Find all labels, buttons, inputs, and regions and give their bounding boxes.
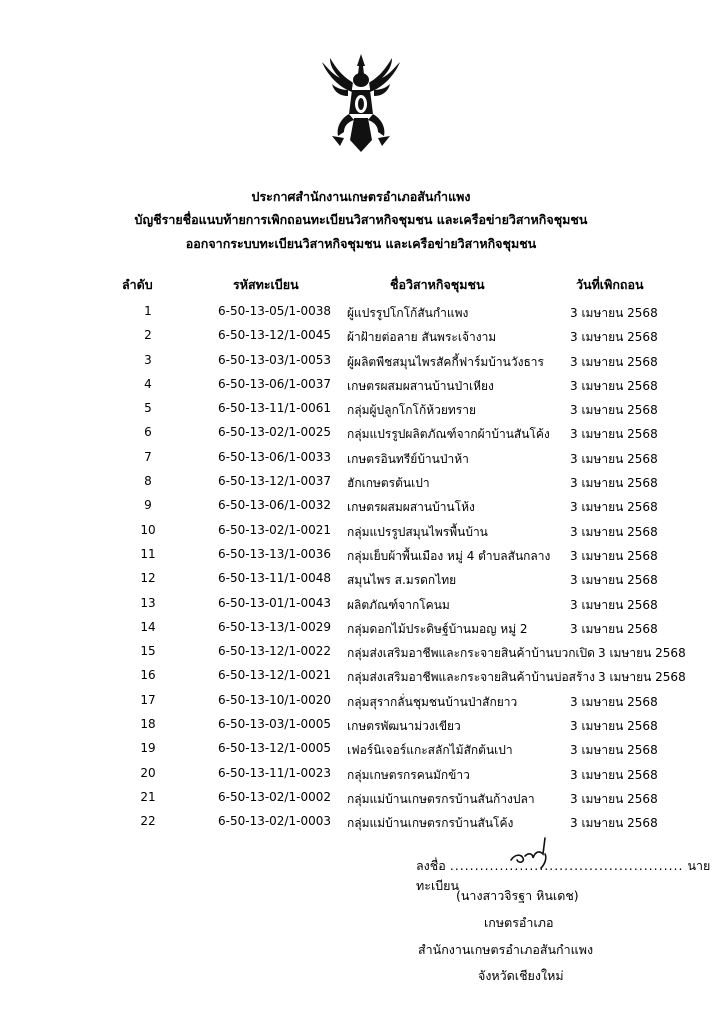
row-date: 3 เมษายน 2568 [570,816,658,831]
row-number: 7 [144,449,152,464]
row-registration: 6-50-13-12/1-0045 [218,328,331,343]
row-registration: 6-50-13-12/1-0037 [218,474,331,489]
row-name: กลุ่มส่งเสริมอาชีพและกระจายสินค้าบ้านบ่อสร้าง [347,670,596,685]
row-name: เกษตรผสมผสานบ้านป่าเหียง [347,378,494,393]
table-row [0,689,722,713]
row-date: 3 เมษายน 2568 [570,719,658,734]
table-row [0,349,722,373]
row-number: 8 [144,474,152,489]
table-row [0,616,722,640]
row-registration: 6-50-13-06/1-0032 [218,498,331,513]
row-name: กลุ่มส่งเสริมอาชีพและกระจายสินค้าบ้านบวกเปิด [347,646,595,661]
row-date: 3 เมษายน 2568 [570,597,658,612]
signature-dots: ............................................... [449,858,684,873]
table-row [0,324,722,348]
row-date: 3 เมษายน 2568 [598,670,686,685]
row-registration: 6-50-13-11/1-0023 [218,765,331,780]
row-registration: 6-50-13-13/1-0029 [218,619,331,634]
row-date: 3 เมษายน 2568 [570,767,658,782]
row-date: 3 เมษายน 2568 [570,330,658,345]
row-name: เกษตรผสมผสานบ้านโห้ง [347,500,475,515]
row-name: ผู้แปรรูปโกโก้สันกำแพง [347,306,469,320]
column-header-date: วันที่เพิกถอน [576,277,644,292]
row-number: 6 [144,425,152,440]
table-row [0,446,722,470]
row-name: เฟอร์นิเจอร์แกะสลักไม้สักต้นเปา [347,743,513,758]
row-number: 11 [140,546,156,561]
row-number: 19 [140,741,156,756]
row-name: กลุ่มแม่บ้านเกษตรกรบ้านสันก้างปลา [347,791,535,806]
row-name: กลุ่มเกษตรกรคนมักข้าว [347,767,470,782]
table-row [0,737,722,761]
row-number: 9 [144,498,152,513]
row-number: 1 [144,304,152,318]
row-date: 3 เมษายน 2568 [570,476,658,491]
table-row [0,592,722,616]
row-date: 3 เมษายน 2568 [570,451,658,466]
row-registration: 6-50-13-03/1-0005 [218,717,331,732]
row-name: เกษตรอินทรีย์บ้านป่าห้า [347,451,469,466]
row-date: 3 เมษายน 2568 [570,354,658,369]
row-registration: 6-50-13-03/1-0053 [218,352,331,367]
row-number: 3 [144,352,152,367]
row-registration: 6-50-13-02/1-0003 [218,814,331,829]
table-row [0,543,722,567]
row-number: 17 [140,692,156,707]
row-date: 3 เมษายน 2568 [570,694,658,709]
row-registration: 6-50-13-10/1-0020 [218,692,331,707]
row-registration: 6-50-13-12/1-0005 [218,741,331,756]
row-date: 3 เมษายน 2568 [570,378,658,393]
row-name: ผู้ผลิตพืชสมุนไพรสัคกี้ฟาร์มบ้านวังธาร [347,354,544,369]
row-name: กลุ่มผู้ปลูกโกโก้ห้วยทราย [347,403,477,418]
table-row [0,664,722,688]
row-registration: 6-50-13-11/1-0061 [218,401,331,416]
row-name: ฮักเกษตรต้นเปา [347,476,430,491]
announcement-title: ประกาศสำนักงานเกษตรอำเภอสันกำแพง [251,189,471,204]
signer-province: จังหวัดเชียงใหม่ [478,968,564,983]
row-date: 3 เมษายน 2568 [598,646,686,661]
column-header-number: ลำดับ [122,277,153,292]
row-number: 18 [140,717,156,732]
table-row [0,397,722,421]
row-number: 15 [140,644,156,659]
table-row [0,470,722,494]
row-date: 3 เมษายน 2568 [570,427,658,442]
table-row [0,494,722,518]
row-registration: 6-50-13-02/1-0025 [218,425,331,440]
row-date: 3 เมษายน 2568 [570,306,658,320]
table-row [0,300,722,324]
row-number: 4 [144,376,152,391]
table-row [0,810,722,834]
table-row [0,373,722,397]
row-registration: 6-50-13-12/1-0021 [218,668,331,683]
row-name: ผลิตภัณฑ์จากโคนม [347,597,450,612]
signer-position: เกษตรอำเภอ [484,915,554,930]
row-registration: 6-50-13-13/1-0036 [218,546,331,561]
table-row [0,421,722,445]
row-registration: 6-50-13-12/1-0022 [218,644,331,659]
row-name: ผ้าฝ้ายต่อลาย สันพระเจ้างาม [347,330,497,345]
row-date: 3 เมษายน 2568 [570,500,658,515]
row-number: 10 [140,522,156,537]
row-date: 3 เมษายน 2568 [570,573,658,588]
row-number: 21 [140,789,156,804]
row-number: 20 [140,765,156,780]
row-registration: 6-50-13-02/1-0002 [218,789,331,804]
row-date: 3 เมษายน 2568 [570,548,658,563]
row-number: 16 [140,668,156,683]
table-row [0,640,722,664]
signer-office: สำนักงานเกษตรอำเภอสันกำแพง [418,942,594,957]
signer-name: (นางสาวจิรฐา หินเดช) [456,888,579,903]
row-name: สมุนไพร ส.มรดกไทย [347,573,457,588]
table-row [0,713,722,737]
table-row [0,567,722,591]
row-number: 12 [140,571,156,586]
row-date: 3 เมษายน 2568 [570,791,658,806]
table-row [0,519,722,543]
table-row [0,762,722,786]
row-date: 3 เมษายน 2568 [570,403,658,418]
row-name: กลุ่มแปรรูปสมุนไพรพื้นบ้าน [347,524,488,539]
row-date: 3 เมษายน 2568 [570,621,658,636]
row-registration: 6-50-13-06/1-0037 [218,376,331,391]
row-date: 3 เมษายน 2568 [570,743,658,758]
row-registration: 6-50-13-02/1-0021 [218,522,331,537]
row-name: กลุ่มแม่บ้านเกษตรกรบ้านสันโค้ง [347,816,514,831]
row-registration: 6-50-13-01/1-0043 [218,595,331,610]
row-number: 5 [144,401,152,416]
row-name: กลุ่มแปรรูปผลิตภัณฑ์จากผ้าบ้านสันโค้ง [347,427,550,442]
column-header-registration: รหัสทะเบียน [233,277,299,292]
table-row [0,786,722,810]
row-number: 2 [144,328,152,343]
sign-label: ลงชื่อ [416,858,446,873]
row-name: กลุ่มเย็บผ้าพื้นเมือง หมู่ 4 ตำบลสันกลาง [347,548,551,563]
row-registration: 6-50-13-06/1-0033 [218,449,331,464]
row-number: 13 [140,595,156,610]
list-title: บัญชีรายชื่อแนบท้ายการเพิกถอนทะเบียนวิสาหกิจชุมชน และเครือข่ายวิสาหกิจชุมชน [134,212,588,227]
column-header-name: ชื่อวิสาหกิจชุมชน [390,277,485,292]
row-number: 14 [140,619,156,634]
enterprise-table [0,300,722,835]
row-number: 22 [140,814,156,829]
registrar-title: นายทะเบียน [416,858,711,893]
row-name: กลุ่มสุรากลั่นชุมชนบ้านป่าสักยาว [347,694,518,709]
row-name: กลุ่มดอกไม้ประดิษฐ์บ้านมอญ หมู่ 2 [347,621,528,636]
garuda-emblem-icon [318,52,404,156]
list-subtitle: ออกจากระบบทะเบียนวิสาหกิจชุมชน และเครือข่ายวิสาหกิจชุมชน [185,236,537,251]
row-name: เกษตรพัฒนาม่วงเขียว [347,719,461,734]
row-date: 3 เมษายน 2568 [570,524,658,539]
row-registration: 6-50-13-11/1-0048 [218,571,331,586]
row-registration: 6-50-13-05/1-0038 [218,304,331,318]
